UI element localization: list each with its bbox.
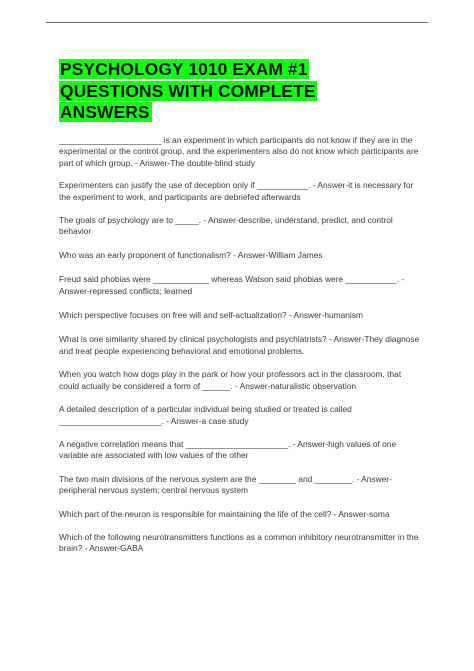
qa-item-8: When you watch how dogs play in the park or how your professors act in the classroom, that could actually be considered a form of ______. - Answer-naturalistic observation bbox=[59, 369, 402, 391]
qa-item-13: Which of the following neurotransmitters functions as a common inhibitory neurotransmitter in the brain? - Answer-GABA bbox=[59, 531, 419, 554]
top-rule bbox=[46, 22, 428, 23]
document-title-line-1: PSYCHOLOGY 1010 EXAM #1 bbox=[60, 59, 308, 79]
qa-item-10: A negative correlation means that ______________________. - Answer-high values of one variable are associated with low values of the other bbox=[59, 438, 397, 461]
qa-item-1: ______________________ is an experiment in which participants do not know if they are in the experimental or the control group, and the experimenters also do not know which participants are part of which group. - Answer-The double-blind study bbox=[59, 135, 419, 168]
document-title-line-2: QUESTIONS WITH COMPLETE bbox=[60, 80, 316, 101]
qa-item-6: Which perspective focuses on free will and self-actualization? - Answer-humanism bbox=[59, 310, 363, 321]
qa-item-2: Experimenters can justify the use of deception only if ___________. - Answer-it is necessary for the experiment to work, and participants are debriefed afterwards bbox=[59, 180, 414, 202]
qa-item-5: Freud said phobias were ____________ whereas Watson said phobias were ___________. - Answer-repressed conflicts; learned bbox=[59, 274, 405, 296]
qa-item-3: The goals of psychology are to _____. - Answer-describe, understand, predict, and control behavior bbox=[59, 215, 393, 237]
document-title bbox=[59, 59, 359, 124]
qa-item-9: A detailed description of a particular individual being studied or treated is called ______________________. - Answer-a case study bbox=[59, 404, 352, 426]
qa-item-4: Who was an early proponent of functionalism? - Answer-William James bbox=[59, 249, 323, 260]
qa-item-11: The two main divisions of the nervous system are the ________ and ________. - Answer-peripheral nervous system; central nervous system bbox=[59, 473, 392, 496]
question-answer-list bbox=[59, 135, 423, 555]
document-title-line-3: ANSWERS bbox=[60, 102, 150, 122]
qa-item-12: Which part of the neuron is responsible for maintaining the life of the cell? - Answer-soma bbox=[59, 508, 390, 519]
qa-item-7: What is one similarity shared by clinical psychologists and psychiatrists? - Answer-They diagnose and treat people experiencing behavioral and emotional problems. bbox=[59, 334, 420, 356]
